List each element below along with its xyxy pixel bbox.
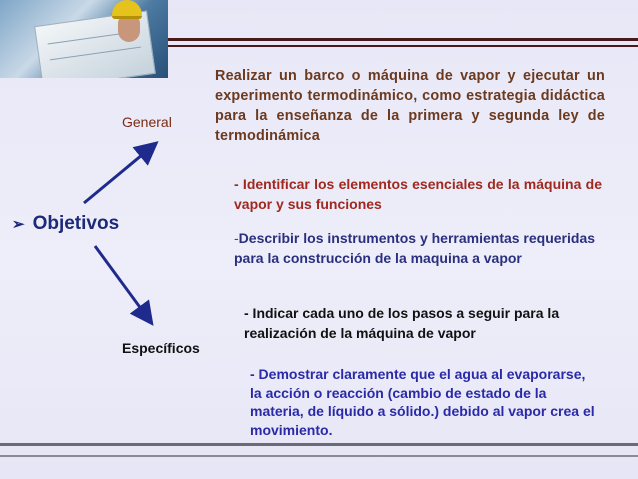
general-label: General [122, 114, 172, 130]
arrow-to-general [84, 145, 154, 203]
specific-objective-4: - Demostrar claramente que el agua al evaporarse, la acción o reacción (cambio de estado de la materia, de líquido a sólido.) debido al vapor crea el movimiento. [250, 366, 595, 438]
objectives-label: Objetivos [32, 213, 120, 234]
arrow-to-specific [95, 246, 150, 321]
specific-objective-2 [234, 229, 612, 268]
specific-objective-1: - Identificar los elementos esenciales de la máquina de vapor y sus funciones [234, 176, 602, 212]
specific-objective-3: - Indicar cada uno de los pasos a seguir para la realización de la máquina de vapor [244, 305, 560, 341]
footer-divider-bottom [0, 455, 638, 457]
general-objective-text: Realizar un barco o máquina de vapor y ejecutar un experimento termodinámico, como estrategia didáctica para la enseñanza de la primera y segunda ley de termodinámica [215, 68, 605, 144]
bullet-arrow-icon: ➢ [12, 216, 25, 233]
specific-objective-2-text: Describir los instrumentos y herramientas requeridas para la construcción de la maquina a vapor [234, 230, 596, 266]
footer-divider-top [0, 443, 638, 446]
specific-label: Específicos [122, 340, 200, 356]
objective-dash: - [234, 230, 239, 246]
